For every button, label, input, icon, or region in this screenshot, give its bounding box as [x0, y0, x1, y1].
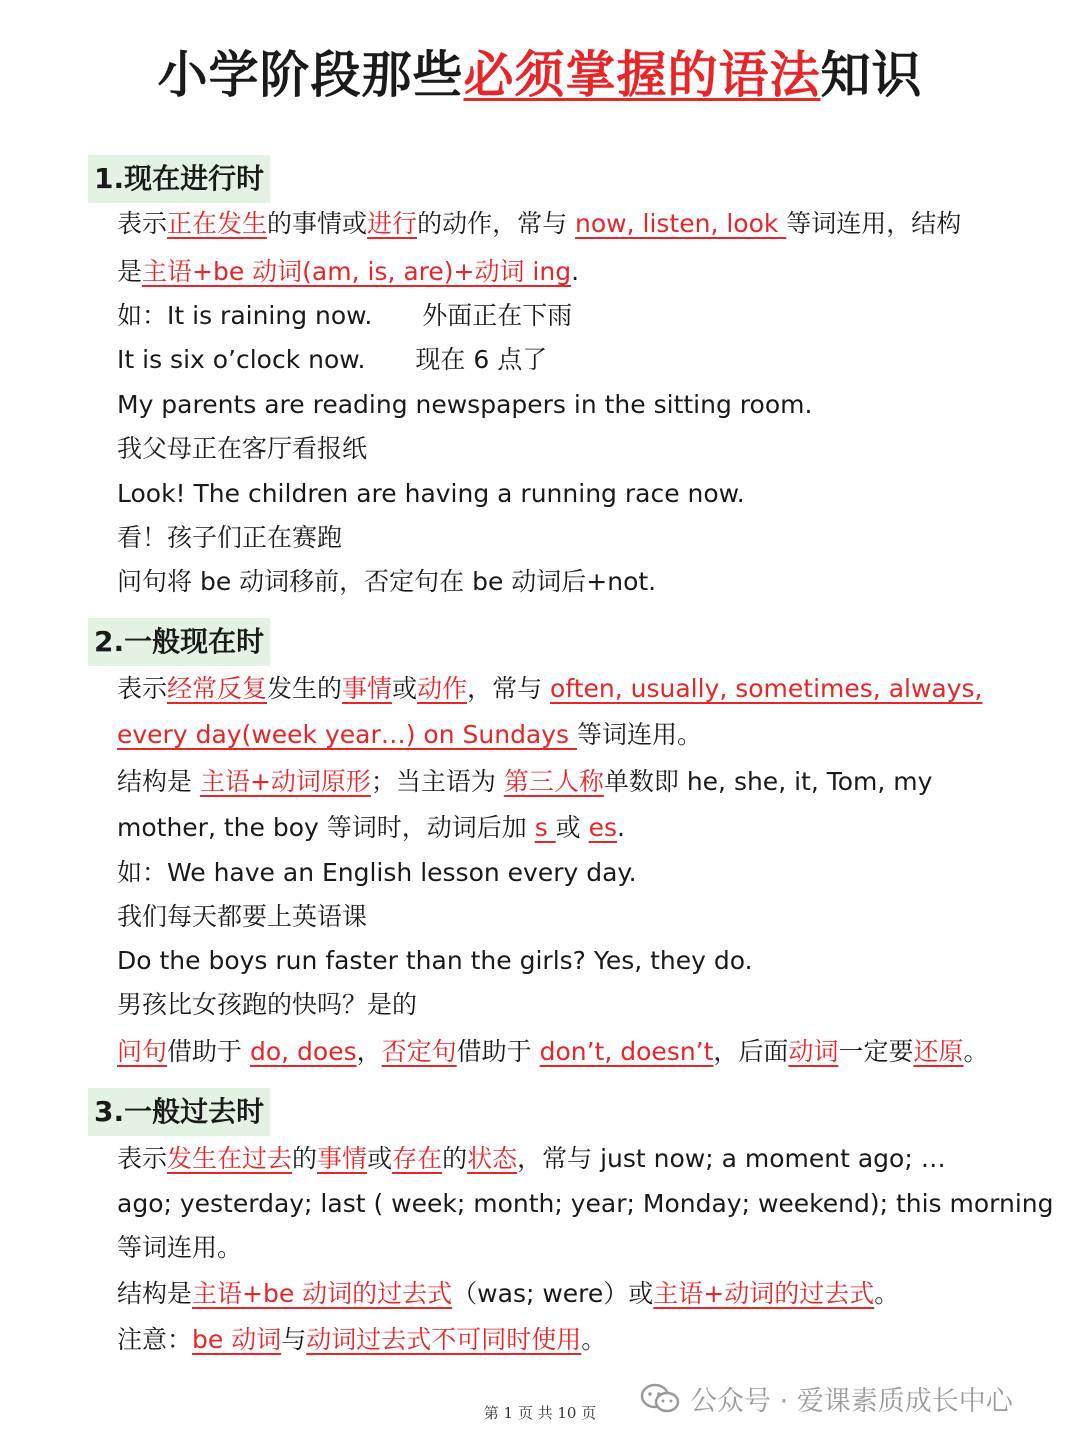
highlight-term: 第三人称: [503, 767, 604, 796]
section-heading: 3.一般过去时: [88, 1088, 270, 1136]
text-segment: （was; were）或: [452, 1279, 654, 1308]
text-segment: 的事情或: [267, 209, 368, 238]
title-part2: 知识: [820, 46, 923, 104]
highlight-term: 发生在过去: [167, 1144, 293, 1173]
highlight-term: 问句: [117, 1037, 168, 1066]
text-segment: mother, the boy 等词时，动词后加: [117, 813, 535, 842]
text-segment: 结构是: [117, 767, 200, 796]
text-segment: 的: [442, 1144, 468, 1173]
text-line: [117, 294, 1022, 338]
title-highlight: 必须掌握的语法: [463, 46, 821, 104]
text-segment: It is six o’clock now. 现在 6 点了: [117, 345, 548, 374]
title-part1: 小学阶段那些: [157, 46, 464, 104]
highlight-term: s: [534, 813, 556, 842]
page-number: 第 1 页 共 10 页: [483, 1404, 597, 1422]
text-segment: 一定要: [838, 1037, 914, 1066]
text-segment: 是: [117, 257, 143, 286]
text-segment: .: [571, 257, 580, 286]
text-line: [117, 895, 1022, 939]
page-title: [0, 40, 1080, 110]
text-segment: Look! The children are having a running race now.: [117, 479, 745, 508]
text-line: [117, 1226, 1022, 1270]
text-segment: 借助于: [167, 1037, 250, 1066]
text-line: [117, 1182, 1054, 1226]
text-segment: ，后面: [713, 1037, 789, 1066]
text-segment: 等词连用。: [117, 1233, 243, 1262]
section-heading: 1.现在进行时: [88, 155, 270, 203]
highlight-term: 动作: [417, 674, 468, 703]
text-segment: 或: [367, 1144, 393, 1173]
text-segment: 单数即 he, she, it, Tom, my: [603, 767, 933, 796]
highlight-term: 正在发生: [167, 209, 268, 238]
text-line: [117, 338, 1022, 382]
highlight-term: 主语+动词的过去式: [653, 1279, 875, 1308]
highlight-term: 存在: [392, 1144, 443, 1173]
text-line: [117, 1272, 1022, 1316]
text-segment: 发生的: [267, 674, 343, 703]
text-line: [117, 427, 1022, 471]
text-line: [117, 472, 1022, 516]
highlight-term: be 动词: [192, 1325, 282, 1354]
highlight-term: now, listen, look: [575, 209, 787, 238]
highlight-term: don’t, doesn’t: [539, 1037, 714, 1066]
text-segment: 我们每天都要上英语课: [117, 902, 368, 931]
text-segment: 或: [392, 674, 418, 703]
watermark-text: 公众号 · 爱课素质成长中心: [690, 1385, 1013, 1417]
highlight-term: often, usually, sometimes, always,: [550, 674, 983, 703]
wechat-icon: [640, 1383, 680, 1413]
text-segment: ago; yesterday; last ( week; month; year; Monday; weekend); this morning: [117, 1189, 1054, 1218]
highlight-term: 经常反复: [167, 674, 268, 703]
text-segment: 问句将 be 动词移前，否定句在 be 动词后+not.: [117, 567, 657, 596]
text-segment: Do the boys run faster than the girls? Yes, they do.: [117, 946, 753, 975]
highlight-term: 还原: [913, 1037, 964, 1066]
text-segment: 看！孩子们正在赛跑: [117, 523, 343, 552]
highlight-term: 事情: [317, 1144, 368, 1173]
text-segment: .: [617, 813, 625, 842]
highlight-term: 否定句: [381, 1037, 457, 1066]
text-segment: ，常与 just now; a moment ago; …: [517, 1144, 946, 1173]
highlight-term: do, does: [249, 1037, 357, 1066]
highlight-term: 动词: [788, 1037, 839, 1066]
text-line: [117, 1137, 1022, 1181]
text-segment: 注意：: [117, 1325, 193, 1354]
text-segment: 等词连用。: [577, 720, 703, 749]
highlight-term: 状态: [467, 1144, 518, 1173]
text-line: [117, 851, 1022, 895]
text-segment: 的: [292, 1144, 318, 1173]
text-line: [117, 983, 1022, 1027]
text-segment: 。: [581, 1325, 607, 1354]
text-line: [117, 383, 1022, 427]
text-line: [117, 939, 1022, 983]
text-segment: 如：It is raining now. 外面正在下雨: [117, 301, 573, 330]
text-segment: 或: [555, 813, 589, 842]
text-segment: 表示: [117, 1144, 168, 1173]
text-line: [117, 806, 1022, 850]
text-line: [117, 560, 1022, 604]
text-line: [117, 1030, 1022, 1074]
text-segment: 如：We have an English lesson every day.: [117, 858, 637, 887]
text-segment: 与: [281, 1325, 307, 1354]
text-line: [117, 250, 1022, 294]
text-line: [117, 516, 1022, 560]
text-segment: 结构是: [117, 1279, 193, 1308]
text-segment: 。: [963, 1037, 989, 1066]
highlight-term: 主语+动词原形: [199, 767, 371, 796]
text-segment: 表示: [117, 209, 168, 238]
text-segment: 的动作，常与: [417, 209, 576, 238]
text-line: [117, 667, 1022, 711]
section-heading: 2.一般现在时: [88, 618, 270, 666]
text-segment: 。: [874, 1279, 900, 1308]
text-segment: 表示: [117, 674, 168, 703]
text-line: [117, 760, 1022, 804]
text-line: [117, 1318, 1022, 1362]
highlight-term: every day(week year…) on Sundays: [117, 720, 578, 749]
highlight-term: 动词过去式不可同时使用: [306, 1325, 582, 1354]
text-segment: 我父母正在客厅看报纸: [117, 434, 368, 463]
text-segment: ；当主语为: [370, 767, 504, 796]
highlight-term: 进行: [367, 209, 418, 238]
highlight-term: es: [588, 813, 618, 842]
highlight-term: 事情: [342, 674, 393, 703]
highlight-term: 主语+be 动词的过去式: [192, 1279, 453, 1308]
text-line: [117, 713, 1022, 757]
text-segment: My parents are reading newspapers in the sitting room.: [117, 390, 813, 419]
highlight-term: 主语+be 动词(am, is, are)+动词 ing: [142, 257, 572, 286]
text-segment: 等词连用，结构: [786, 209, 962, 238]
watermark: [640, 1378, 1013, 1418]
text-segment: 借助于: [456, 1037, 540, 1066]
text-segment: 男孩比女孩跑的快吗？是的: [117, 990, 418, 1019]
text-line: [117, 202, 1022, 246]
text-segment: ，: [356, 1037, 382, 1066]
text-segment: ，常与: [467, 674, 551, 703]
